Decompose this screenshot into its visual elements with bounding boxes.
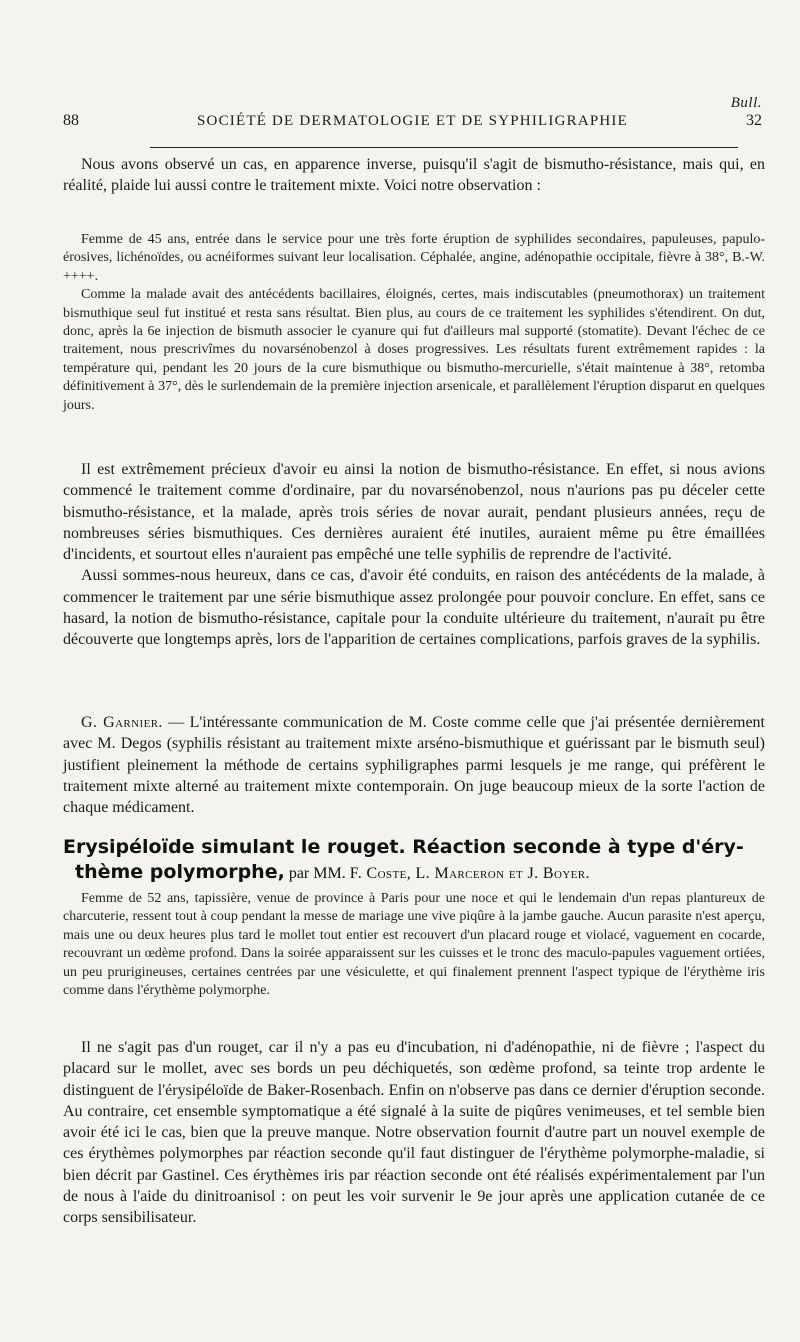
running-header	[63, 112, 762, 130]
section-title-line-1: Erysipéloïde simulant le rouget. Réaction seconde à type d'éry-	[63, 836, 744, 858]
section-title-line-2-text: thème polymorphe,	[75, 861, 285, 883]
discussion-block	[63, 459, 765, 651]
garnier-name: G. Garnier.	[81, 714, 163, 731]
section-title	[63, 835, 765, 886]
case-two-paragraph: Femme de 52 ans, tapissière, venue de province à Paris pour une noce et qui le lendemain d'un repas plantureux de charcuterie, ressent tout à coup pendant la messe de mariage une vive piqûre à la jambe gauche. Aucun parasite n'est aperçu, mais une ou deux heures plus tard le mollet tout entier est recouvert d'un placard rouge et violacé, vaguement en cocarde, recouvrant un œdème profond. Dans la soirée apparaissent sur les cuisses et le tronc des maculo-papules vaguement ortiées, un peu prurigineuses, certaines centrées par une vésiculette, et qui finalement prennent l'aspect typique de l'érythème iris comme dans l'érythème polymorphe.	[63, 891, 765, 999]
conclusion-block	[63, 1037, 765, 1229]
garnier-paragraph	[63, 712, 765, 818]
garnier-block	[63, 712, 765, 818]
intro-block	[63, 154, 765, 197]
journal-title: SOCIÉTÉ DE DERMATOLOGIE ET DE SYPHILIGRAPHIE	[197, 113, 628, 129]
case-one-paragraph-1: Femme de 45 ans, entrée dans le service pour une très forte éruption de syphilides secondaires, papuleuses, papulo-érosives, lichénoïdes, ou acnéiformes suivant leur localisation. Céphalée, angine, adénopathie occipitale, fièvre à 38°, B.-W. ++++.	[63, 232, 765, 284]
case-one-block	[63, 231, 765, 415]
discussion-paragraph-2: Aussi sommes-nous heureux, dans ce cas, d'avoir été conduits, en raison des antécédents de la malade, à commencer le traitement par une série bismuthique assez prolongée pour pouvoir conclure. En effet, sans ce hasard, la notion de bismutho-résistance, capitale pour la conduite ultérieure du traitement, n'aurait pu être découverte que longtemps après, lors de l'apparition de certaines complications, parfois graves de la syphilis.	[63, 567, 765, 649]
discussion-paragraph-1: Il est extrêmement précieux d'avoir eu ainsi la notion de bismutho-résistance. En effet, si nous avions commencé le traitement comme d'ordinaire, par du novarsénobenzol, nous n'aurions pas pu déceler cette bismutho-résistance, et la malade, après trois séries de novar aurait, pendant plusieurs années, reçu de nombreuses séries bismuthiques. Ces dernières auraient été inutiles, auraient même pu être émaillées d'incidents, et sourtout elles n'auraient pas empêché une telle syphilis de reprendre de l'activité.	[63, 461, 765, 564]
bulletin-label: Bull.	[730, 95, 762, 111]
header-rule	[150, 147, 738, 148]
section-title-line-2	[63, 860, 765, 886]
issue-number: 32	[745, 112, 762, 129]
conclusion-paragraph: Il ne s'agit pas d'un rouget, car il n'y a pas eu d'incubation, ni d'adénopathie, ni de fièvre ; l'aspect du placard sur le mollet, avec ses bords un peu déchiquetés, son œdème profond, sa teinte trop ardente le distinguent de l'érysipéloïde de Baker-Rosenbach. Enfin on n'observe pas dans ce dernier d'éruption seconde. Au contraire, cet ensemble symptomatique a été signalé à la suite de piqûres venimeuses, et tel semble bien avoir été ici le cas, bien que la preuve manque. Notre observation fournit d'autre part un nouvel exemple de ces érythèmes polymorphes par réaction seconde qu'il faut distinguer de l'érythème polymorphe-maladie, si bien décrit par Gastinel. Ces érythèmes iris par réaction seconde ont été réalisés expérimentalement par l'un de nous à l'aide du dinitroanisol : on peut les voir survenir le 9e jour après une application cutanée de ce corps sensibilisateur.	[63, 1039, 765, 1227]
case-one-paragraph-2: Comme la malade avait des antécédents bacillaires, éloignés, certes, mais indiscutables (pneumothorax) un traitement bismuthique seul fut institué et resta sans résultat. Bien plus, au cours de ce traitement les syphilides s'étendirent. On dut, donc, après la 6e injection de bismuth associer le cyanure qui fut d'ailleurs mal supporté (stomatite). Devant l'échec de ce traitement, nous prescrivîmes du novarsénobenzol à doses progressives. Les résultats furent extrêmement rapides : la température qui, pendant les 20 jours de la cure bismuthique ou bismutho-mercurielle, s'était maintenue à 38°, retomba définitivement à 37°, dès le surlendemain de la première injection arsenicale, et parallèlement l'éruption disparut en quelques jours.	[63, 287, 765, 413]
intro-paragraph: Nous avons observé un cas, en apparence inverse, puisqu'il s'agit de bismutho-résistance, mais qui, en réalité, plaide lui aussi contre le traitement mixte. Voici notre observation :	[63, 156, 765, 195]
section-by: par MM.	[284, 865, 350, 882]
case-two-block	[63, 890, 765, 1000]
page-number: 88	[63, 112, 79, 129]
garnier-text: — L'intéressante communication de M. Coste comme celle que j'ai présentée dernièrement avec M. Degos (syphilis résistant au traitement mixte arséno-bismuthique et guérissant par le bismuth seul) justifient pleinement la méthode de certains syphiligraphes parmi lesquels je me range, qui préfèrent le traitement mixte alterné au traitement mixte contemporain. On juge beaucoup mieux de la sorte l'action de chaque médicament.	[63, 714, 765, 817]
section-authors: F. Coste, L. Marceron et J. Boyer.	[349, 865, 590, 882]
